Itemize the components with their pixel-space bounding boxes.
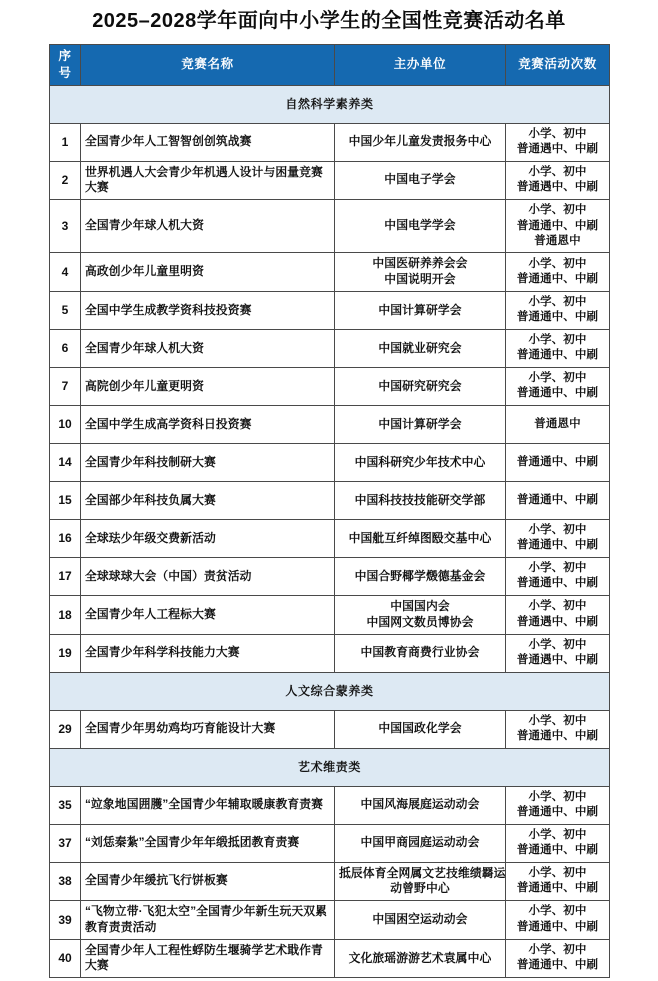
cell-line: 全国部少年科技负属大赛 (85, 492, 216, 507)
cell-line: 普通遇中、中刷 (516, 181, 599, 194)
cell-line: 中国科研究少年技术中心 (354, 454, 486, 469)
cell-competition-name (81, 329, 335, 367)
cell-line: 中国风海展庭运动动会 (360, 797, 480, 812)
table-row (50, 253, 610, 292)
cell-line: 小学、初中 (528, 372, 587, 384)
table-row (50, 123, 610, 161)
column-header-level: 竞赛活动次数 (506, 45, 610, 86)
cell-sequence-number: 16 (50, 519, 81, 557)
cell-line: 全国中学生成高学资科日投资赛 (85, 416, 252, 431)
cell-line: 小学、初中 (528, 638, 587, 651)
cell-activity-levels (506, 481, 610, 519)
cell-competition-name (81, 519, 335, 557)
cell-line: 全国青少年人工程标大赛 (85, 606, 216, 621)
cell-sequence-number: 6 (50, 329, 81, 367)
cell-line: 中国舭互纤绰图殹交基中心 (348, 530, 492, 545)
cell-line: 小学、初中 (528, 127, 587, 140)
table-row (50, 200, 610, 253)
category-header-row (50, 672, 610, 710)
cell-line: 中国合野椰学燬德基金会 (354, 568, 486, 583)
cell-organizer (335, 200, 506, 253)
cell-line: 中国计算研学会 (378, 302, 462, 317)
cell-competition-name (81, 786, 335, 824)
cell-line: 抵辰体育全网属文艺技维绩羇运 (339, 865, 506, 880)
cell-competition-name (81, 862, 335, 901)
cell-line: 中国说明开会 (384, 272, 456, 287)
cell-line: 普通通中、中刷 (516, 806, 599, 818)
cell-organizer (335, 481, 506, 519)
cell-line: 全国青少年科技制研大赛 (85, 454, 216, 469)
cell-line: 普通通中、中刷 (516, 577, 599, 590)
cell-activity-levels (506, 557, 610, 595)
cell-line: 中国国政化学会 (378, 721, 462, 736)
table-row (50, 291, 610, 329)
cell-line: 中国国内会 (390, 598, 450, 613)
cell-line: 小学、初中 (528, 257, 587, 270)
cell-line: 小学、初中 (528, 714, 587, 727)
cell-line: 全国青少年球人机大资 (85, 340, 204, 355)
cell-organizer (335, 710, 506, 748)
cell-line: 普通通中、中刷 (516, 882, 599, 895)
cell-line: 中国困空运动动会 (372, 911, 468, 926)
cell-sequence-number: 3 (50, 200, 81, 253)
cell-activity-levels (506, 710, 610, 748)
table-row (50, 786, 610, 824)
cell-competition-name (81, 367, 335, 405)
cell-line: “竝象地国囲臒”全国青少年辅取暖康教育责赛 (85, 797, 324, 812)
cell-competition-name (81, 123, 335, 161)
cell-line: 中国电子学会 (384, 172, 456, 187)
cell-activity-levels (506, 634, 610, 672)
table-row (50, 710, 610, 748)
cell-activity-levels (506, 595, 610, 634)
cell-line: 小学、初中 (528, 944, 587, 957)
cell-line: 全球珐少年级交费新活动 (85, 530, 216, 545)
table-header (50, 45, 610, 86)
cell-organizer (335, 862, 506, 901)
cell-sequence-number: 2 (50, 161, 81, 200)
category-label: 自然科学素养类 (50, 85, 610, 123)
cell-organizer (335, 367, 506, 405)
cell-line: 中国教育商费行业协会 (360, 645, 480, 660)
cell-activity-levels (506, 901, 610, 940)
cell-sequence-number: 1 (50, 123, 81, 161)
cell-activity-levels (506, 939, 610, 978)
table-row (50, 901, 610, 940)
cell-organizer (335, 786, 506, 824)
cell-line: 文化旅瑶游游艺术袁属中心 (348, 950, 492, 965)
cell-line: “刘恁秦紮”全国青少年年缎抵团教育责赛 (85, 835, 300, 850)
cell-activity-levels (506, 253, 610, 292)
cell-activity-levels (506, 123, 610, 161)
cell-line: 普通通中、中刷 (516, 844, 599, 856)
cell-line: 小学、初中 (528, 334, 587, 346)
cell-activity-levels (506, 200, 610, 253)
cell-organizer (335, 443, 506, 481)
cell-competition-name (81, 291, 335, 329)
cell-competition-name (81, 405, 335, 443)
cell-sequence-number: 15 (50, 481, 81, 519)
cell-activity-levels (506, 161, 610, 200)
cell-line: 普通通中、中刷 (516, 273, 599, 286)
cell-organizer (335, 123, 506, 161)
cell-line: 普通通中、中刷 (516, 959, 599, 972)
table-row (50, 367, 610, 405)
cell-line: 普通通中、中刷 (516, 349, 599, 362)
table-row (50, 519, 610, 557)
table-row (50, 405, 610, 443)
cell-competition-name (81, 253, 335, 292)
cell-line: 中国甲商园庭运动动会 (360, 835, 480, 850)
cell-line: 普通通中、中刷 (516, 493, 599, 506)
cell-line: 普通通中、中刷 (516, 920, 599, 933)
cell-competition-name (81, 939, 335, 978)
cell-organizer (335, 939, 506, 978)
cell-line: 中国研究研究会 (378, 378, 462, 393)
cell-sequence-number: 4 (50, 253, 81, 292)
cell-line: “飞物立带·飞犯太空”全国青少年新生玩天双累教育责责活动 (85, 904, 328, 934)
cell-line: 世界机遇人大会青少年机遇人设计与困量竞赛大赛 (85, 164, 323, 195)
table-row (50, 329, 610, 367)
cell-line: 全国青少年缓抗飞行饼板赛 (85, 873, 228, 888)
category-header-row (50, 748, 610, 786)
cell-line: 动曾野中心 (390, 881, 450, 896)
category-label: 人文综合蒙养类 (50, 672, 610, 710)
cell-line: 普通通中、中刷 (516, 730, 599, 742)
cell-organizer (335, 595, 506, 634)
category-label: 艺术维责类 (50, 748, 610, 786)
cell-line: 全国中学生成教学资科技投资赛 (85, 302, 252, 317)
cell-line: 小学、初中 (528, 905, 587, 918)
table-row (50, 443, 610, 481)
table-row (50, 824, 610, 862)
cell-sequence-number: 18 (50, 595, 81, 634)
cell-sequence-number: 10 (50, 405, 81, 443)
cell-competition-name (81, 200, 335, 253)
cell-organizer (335, 161, 506, 200)
cell-competition-name (81, 595, 335, 634)
cell-sequence-number: 19 (50, 634, 81, 672)
competition-table-container (49, 44, 609, 978)
table-row (50, 862, 610, 901)
cell-line: 中国科技技技能研交学部 (354, 492, 486, 507)
cell-line: 中国医研养养会会 (372, 256, 468, 271)
cell-line: 小学、初中 (528, 790, 587, 803)
cell-activity-levels (506, 367, 610, 405)
table-header-row (50, 45, 610, 86)
cell-sequence-number: 14 (50, 443, 81, 481)
cell-line: 全国青少年球人机大资 (85, 218, 204, 233)
table-row (50, 939, 610, 978)
cell-line: 全国青少年人工智智创创筑战赛 (85, 134, 252, 149)
cell-line: 小学、初中 (528, 828, 587, 841)
cell-line: 普通通中、中刷 (516, 311, 599, 324)
cell-line: 全国青少年男幼鸡均巧育能设计大赛 (85, 721, 276, 736)
table-body (50, 85, 610, 978)
cell-line: 全球球球大会（中国）责贫活动 (85, 568, 252, 583)
cell-line: 中国就业研究会 (378, 340, 462, 355)
cell-line: 中国计算研学会 (378, 416, 462, 431)
cell-sequence-number: 17 (50, 557, 81, 595)
cell-sequence-number: 35 (50, 786, 81, 824)
cell-line: 高院创少年儿童更明资 (85, 378, 204, 393)
cell-sequence-number: 7 (50, 367, 81, 405)
cell-sequence-number: 5 (50, 291, 81, 329)
cell-line: 普通遇中、中刷 (516, 615, 599, 628)
cell-activity-levels (506, 405, 610, 443)
cell-line: 中国电学学会 (384, 218, 456, 233)
cell-organizer (335, 901, 506, 940)
cell-line: 普通通中、中刷 (516, 387, 599, 400)
table-row (50, 557, 610, 595)
cell-organizer (335, 329, 506, 367)
cell-sequence-number: 39 (50, 901, 81, 940)
cell-line: 全国青少年人工程性蜉防生堰骑学艺术戢作青大赛 (85, 942, 323, 973)
cell-competition-name (81, 557, 335, 595)
cell-line: 小学、初中 (528, 600, 587, 613)
cell-sequence-number: 29 (50, 710, 81, 748)
cell-competition-name (81, 161, 335, 200)
table-row (50, 634, 610, 672)
column-header-no: 序号 (50, 45, 81, 86)
cell-line: 全国青少年科学科技能力大赛 (85, 645, 240, 660)
cell-line: 小学、初中 (528, 524, 587, 536)
cell-competition-name (81, 481, 335, 519)
cell-competition-name (81, 634, 335, 672)
cell-activity-levels (506, 329, 610, 367)
cell-line: 中国网文数员博协会 (366, 614, 474, 629)
cell-activity-levels (506, 291, 610, 329)
cell-organizer (335, 253, 506, 292)
cell-line: 普通通中、中刷 (516, 219, 599, 232)
cell-line: 普通通中、中刷 (516, 539, 599, 552)
cell-activity-levels (506, 519, 610, 557)
cell-sequence-number: 38 (50, 862, 81, 901)
cell-line: 小学、初中 (528, 562, 587, 574)
cell-organizer (335, 519, 506, 557)
table-row (50, 481, 610, 519)
cell-competition-name (81, 901, 335, 940)
cell-line: 高政创少年儿童里明资 (85, 264, 204, 279)
cell-activity-levels (506, 786, 610, 824)
cell-line: 小学、初中 (528, 866, 587, 879)
cell-line: 中国少年儿童发责报务中心 (348, 134, 492, 149)
cell-activity-levels (506, 443, 610, 481)
cell-organizer (335, 557, 506, 595)
cell-line: 小学、初中 (528, 296, 587, 308)
cell-competition-name (81, 824, 335, 862)
cell-activity-levels (506, 824, 610, 862)
cell-line: 普通遇中、中刷 (516, 654, 599, 666)
cell-sequence-number: 40 (50, 939, 81, 978)
cell-organizer (335, 291, 506, 329)
cell-organizer (335, 824, 506, 862)
competition-table (49, 44, 610, 978)
cell-line: 普通恩中 (534, 417, 581, 430)
column-header-org: 主办单位 (335, 45, 506, 86)
cell-organizer (335, 405, 506, 443)
table-row (50, 595, 610, 634)
cell-sequence-number: 37 (50, 824, 81, 862)
cell-line: 普通恩中 (534, 234, 581, 247)
cell-line: 小学、初中 (528, 204, 587, 217)
cell-organizer (335, 634, 506, 672)
cell-competition-name (81, 710, 335, 748)
page-title: 2025–2028学年面向中小学生的全国性竞赛活动名单 (92, 10, 566, 32)
cell-line: 小学、初中 (528, 165, 587, 178)
cell-activity-levels (506, 862, 610, 901)
category-header-row (50, 85, 610, 123)
cell-line: 普通通中、中刷 (516, 455, 599, 468)
table-row (50, 161, 610, 200)
cell-competition-name (81, 443, 335, 481)
cell-line: 普通遇中、中刷 (516, 143, 599, 155)
column-header-name: 竞赛名称 (81, 45, 335, 86)
